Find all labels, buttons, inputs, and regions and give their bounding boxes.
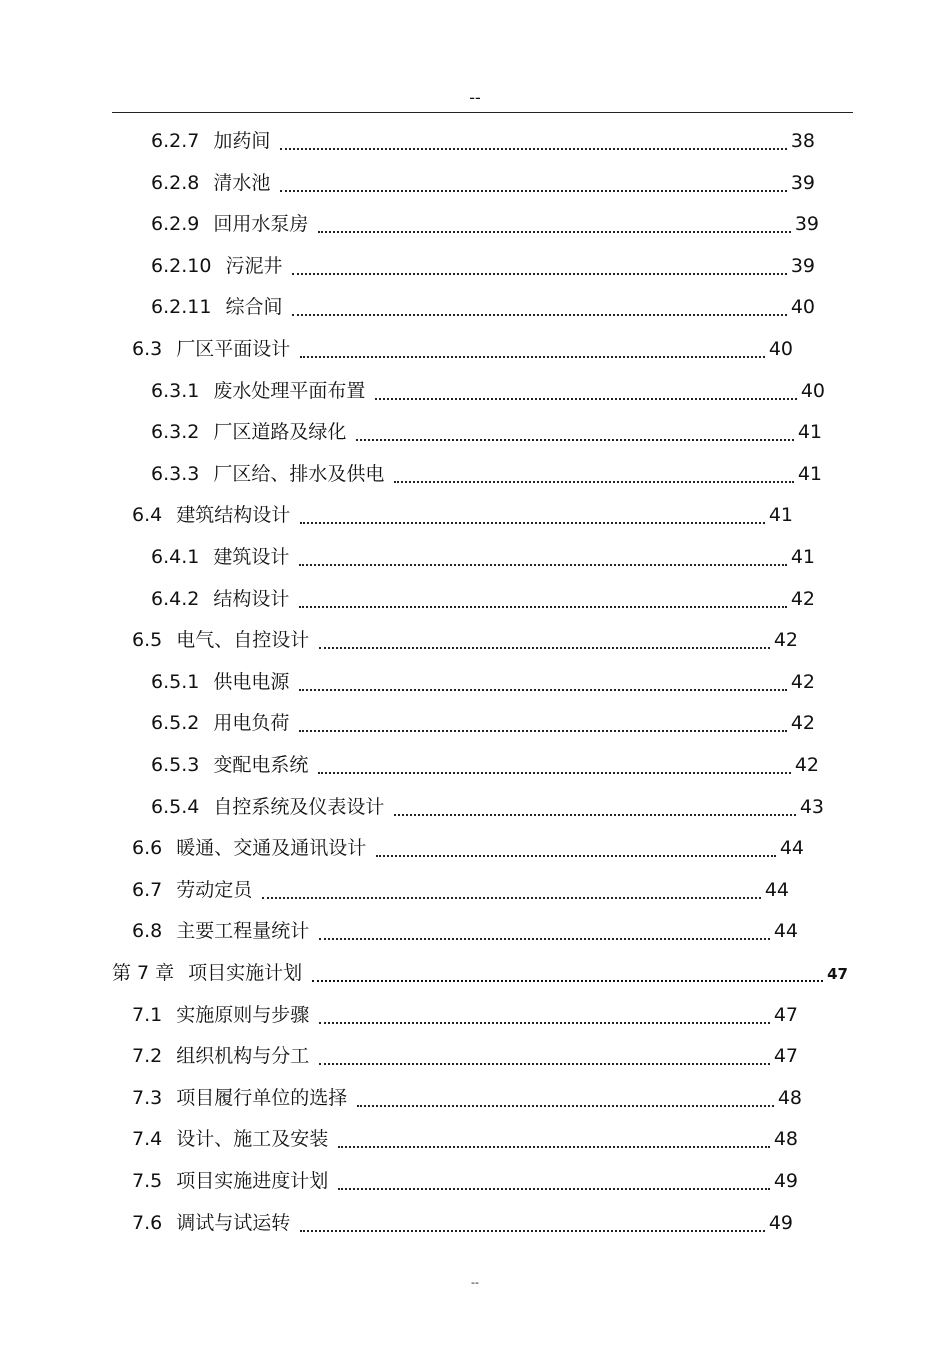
toc-entry-number: 7.2 (132, 1045, 163, 1068)
toc-entry[interactable] (151, 376, 825, 406)
toc-entry[interactable] (151, 459, 822, 489)
toc-entry-page: 39 (790, 254, 815, 277)
toc-dot-leader (280, 190, 786, 192)
toc-entry-number: 6.3.1 (151, 379, 200, 402)
toc-entry-number: 6.4 (132, 504, 163, 527)
toc-entry[interactable] (112, 958, 848, 988)
toc-entry-page: 42 (773, 629, 798, 652)
toc-entry-page: 48 (773, 1128, 798, 1151)
toc-dot-leader (312, 980, 823, 982)
toc-entry-number: 6.3.3 (151, 462, 200, 485)
toc-entry-page: 38 (790, 130, 815, 152)
toc-entry-number: 6.5.4 (151, 795, 200, 818)
toc-entry-title: 主要工程量统计 (176, 920, 310, 943)
toc-entry-page: 42 (790, 670, 815, 693)
toc-dot-leader (318, 231, 790, 233)
page-footer-mark: -- (471, 1276, 479, 1289)
toc-entry-title: 项目履行单位的选择 (176, 1086, 348, 1109)
toc-dot-leader (338, 1188, 770, 1190)
toc-entry-page: 47 (827, 965, 848, 983)
toc-entry[interactable] (132, 1083, 802, 1113)
toc-entry-page: 40 (768, 338, 793, 360)
toc-entry[interactable] (151, 292, 815, 322)
toc-entry-title: 用电负荷 (213, 712, 290, 735)
toc-entry-number: 6.6 (132, 837, 163, 860)
toc-entry-page: 43 (799, 795, 824, 818)
toc-entry-page: 47 (773, 1003, 798, 1026)
toc-entry[interactable] (132, 1124, 798, 1154)
toc-entry-title: 实施原则与步骤 (176, 1003, 310, 1026)
toc-entry-number: 6.5.3 (151, 754, 200, 776)
toc-entry[interactable] (151, 750, 819, 780)
toc-entry[interactable] (151, 126, 815, 156)
toc-entry-page: 48 (777, 1086, 802, 1109)
toc-dot-leader (394, 814, 795, 816)
toc-entry-number: 7.3 (132, 1086, 163, 1109)
toc-dot-leader (299, 689, 786, 691)
toc-entry-number: 7.1 (132, 1003, 163, 1026)
toc-entry-number: 6.4.1 (151, 546, 200, 568)
toc-dot-leader (299, 606, 786, 608)
toc-entry[interactable] (151, 417, 822, 447)
toc-entry-title: 回用水泵房 (213, 213, 309, 236)
toc-entry-page: 47 (773, 1045, 798, 1068)
toc-entry-title: 结构设计 (213, 587, 290, 610)
toc-entry[interactable] (132, 500, 793, 530)
toc-entry[interactable] (132, 1208, 793, 1238)
toc-dot-leader (318, 772, 790, 774)
toc-dot-leader (280, 148, 786, 150)
toc-entry-page: 42 (790, 712, 815, 735)
toc-entry-title: 清水池 (213, 171, 271, 194)
toc-dot-leader (292, 273, 786, 275)
toc-dot-leader (319, 647, 770, 649)
toc-entry-page: 42 (794, 754, 819, 776)
toc-dot-leader (319, 1063, 770, 1065)
toc-entry-page: 40 (800, 379, 825, 402)
toc-entry-page: 49 (773, 1170, 798, 1192)
toc-entry-number: 7.6 (132, 1211, 163, 1234)
toc-entry[interactable] (151, 251, 815, 281)
toc-entry[interactable] (151, 542, 815, 572)
toc-entry-page: 41 (768, 504, 793, 527)
toc-dot-leader (292, 314, 786, 316)
toc-entry-title: 项目实施进度计划 (176, 1170, 329, 1192)
toc-entry-page: 39 (790, 171, 815, 194)
toc-entry-number: 6.2.9 (151, 213, 200, 236)
toc-dot-leader (394, 481, 793, 483)
toc-entry[interactable] (151, 708, 815, 738)
toc-entry[interactable] (132, 833, 804, 863)
toc-dot-leader (300, 356, 765, 358)
toc-entry[interactable] (132, 1041, 798, 1071)
toc-entry-title: 设计、施工及安装 (176, 1128, 329, 1151)
toc-entry-number: 6.5.2 (151, 712, 200, 735)
toc-dot-leader (299, 730, 786, 732)
toc-dot-leader (338, 1146, 770, 1148)
toc-entry[interactable] (132, 875, 789, 905)
toc-dot-leader (300, 1230, 765, 1232)
header-rule (112, 112, 853, 113)
toc-entry-page: 42 (790, 587, 815, 610)
toc-entry-number: 6.2.8 (151, 171, 200, 194)
toc-entry[interactable] (151, 667, 815, 697)
toc-entry-title: 组织机构与分工 (176, 1045, 310, 1068)
toc-entry-number: 6.8 (132, 920, 163, 943)
toc-entry-title: 变配电系统 (213, 754, 309, 776)
toc-entry-title: 调试与试运转 (176, 1211, 291, 1234)
toc-entry-page: 40 (790, 296, 815, 319)
toc-entry-number: 6.5 (132, 629, 163, 652)
toc-entry-number: 6.3 (132, 338, 163, 360)
toc-dot-leader (376, 855, 776, 857)
toc-entry-number: 6.4.2 (151, 587, 200, 610)
toc-entry-page: 41 (797, 462, 822, 485)
toc-entry-page: 39 (794, 213, 819, 236)
toc-dot-leader (319, 938, 770, 940)
toc-entry[interactable] (132, 334, 793, 364)
toc-entry-number: 第 7 章 (112, 962, 175, 984)
toc-entry-page: 49 (768, 1211, 793, 1234)
toc-entry[interactable] (132, 1000, 798, 1030)
toc-entry-title: 厂区给、排水及供电 (213, 462, 385, 485)
toc-entry-title: 污泥井 (225, 254, 283, 277)
toc-entry[interactable] (132, 625, 798, 655)
toc-dot-leader (375, 398, 796, 400)
toc-entry-number: 6.7 (132, 878, 163, 901)
toc-entry-page: 41 (797, 421, 822, 444)
toc-entry[interactable] (151, 584, 815, 614)
toc-entry-title: 暖通、交通及通讯设计 (176, 837, 367, 860)
toc-entry-title: 厂区平面设计 (176, 338, 291, 360)
toc-dot-leader (357, 1105, 774, 1107)
toc-entry[interactable] (132, 1166, 798, 1196)
toc-entry-title: 项目实施计划 (188, 962, 303, 984)
toc-entry-number: 6.2.11 (151, 296, 212, 319)
toc-entry[interactable] (151, 168, 815, 198)
toc-entry-title: 建筑结构设计 (176, 504, 291, 527)
toc-entry[interactable] (151, 209, 819, 239)
toc-dot-leader (262, 897, 761, 899)
toc-dot-leader (356, 439, 793, 441)
toc-entry-title: 综合间 (225, 296, 283, 319)
toc-entry[interactable] (151, 792, 824, 822)
toc-entry-title: 建筑设计 (213, 546, 290, 568)
toc-entry-title: 厂区道路及绿化 (213, 421, 347, 444)
toc-dot-leader (299, 564, 786, 566)
toc-entry-number: 6.2.10 (151, 254, 212, 277)
toc-entry-number: 7.5 (132, 1170, 163, 1192)
toc-dot-leader (319, 1022, 770, 1024)
toc-entry-page: 44 (773, 920, 798, 943)
toc-entry-title: 废水处理平面布置 (213, 379, 366, 402)
toc-entry-number: 7.4 (132, 1128, 163, 1151)
toc-entry-title: 加药间 (213, 130, 271, 152)
toc-entry-number: 6.2.7 (151, 130, 200, 152)
toc-entry-page: 44 (779, 837, 804, 860)
toc-entry-title: 自控系统及仪表设计 (213, 795, 385, 818)
toc-entry-title: 劳动定员 (176, 878, 253, 901)
toc-entry-number: 6.5.1 (151, 670, 200, 693)
toc-entry[interactable] (132, 916, 798, 946)
toc-dot-leader (300, 522, 765, 524)
toc-entry-number: 6.3.2 (151, 421, 200, 444)
page-header-mark: -- (469, 88, 481, 107)
toc-entry-title: 供电电源 (213, 670, 290, 693)
toc-entry-page: 44 (764, 878, 789, 901)
toc-entry-page: 41 (790, 546, 815, 568)
toc-entry-title: 电气、自控设计 (176, 629, 310, 652)
